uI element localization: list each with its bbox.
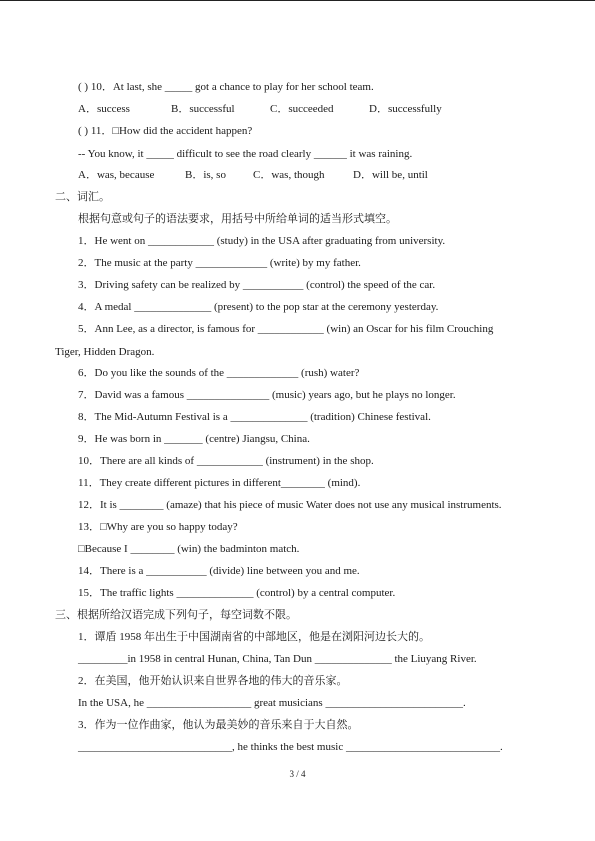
top-rule bbox=[0, 0, 595, 1]
q11-options bbox=[78, 168, 428, 182]
vocab-item-5: 5．Ann Lee, as a director, is famous for ____________ (win) an Oscar for his film Crouching bbox=[78, 323, 494, 335]
q11-option-b: B．is, so bbox=[185, 169, 226, 181]
q11-stem: ( ) 11．□How did the accident happen? bbox=[78, 125, 253, 137]
vocab-item-12: 12．It is ________ (amaze) that his piece of music Water does not use any musical instruments. bbox=[78, 499, 502, 511]
vocab-item-14: 14．There is a ___________ (divide) line between you and me. bbox=[78, 565, 360, 577]
q10-option-d: D．successfully bbox=[369, 103, 442, 115]
vocab-item-1: 1．He went on ____________ (study) in the USA after graduating from university. bbox=[78, 235, 446, 247]
vocab-item-5-continued: Tiger, Hidden Dragon. bbox=[55, 346, 155, 358]
vocab-item-13: 13．□Why are you so happy today? bbox=[78, 521, 238, 533]
q10-option-a: A．success bbox=[78, 103, 130, 115]
page-number: 3 / 4 bbox=[289, 769, 306, 779]
vocab-item-2: 2．The music at the party _____________ (write) by my father. bbox=[78, 257, 361, 269]
q10-option-c: C．succeeded bbox=[270, 103, 334, 115]
vocab-item-13-reply: □Because I ________ (win) the badminton match. bbox=[78, 543, 300, 555]
q11-option-a: A．was, because bbox=[78, 169, 155, 181]
vocab-item-8: 8．The Mid-Autumn Festival is a ______________ (tradition) Chinese festival. bbox=[78, 411, 431, 423]
vocab-item-3: 3．Driving safety can be realized by ___________ (control) the speed of the car. bbox=[78, 279, 436, 291]
q11-line2: -- You know, it _____ difficult to see the road clearly ______ it was raining. bbox=[78, 148, 413, 160]
q10-options bbox=[78, 102, 442, 116]
vocab-item-10: 10．There are all kinds of ____________ (instrument) in the shop. bbox=[78, 455, 374, 467]
section2-heading: 二、词汇。 bbox=[55, 191, 110, 203]
vocab-item-15: 15．The traffic lights ______________ (control) by a central computer. bbox=[78, 587, 396, 599]
q10-option-b: B．successful bbox=[171, 103, 235, 115]
translate-item-3-cn: 3．作为一位作曲家，他认为最美妙的音乐来自于大自然。 bbox=[78, 719, 359, 731]
q10-stem: ( ) 10．At last, she _____ got a chance to play for her school team. bbox=[78, 81, 374, 93]
section2-instruction: 根据句意或句子的语法要求，用括号中所给单词的适当形式填空。 bbox=[78, 213, 397, 225]
q11-option-d: D．will be, until bbox=[353, 169, 428, 181]
section3-heading: 三、根据所给汉语完成下列句子，每空词数不限。 bbox=[55, 609, 297, 621]
translate-item-2-en: In the USA, he ___________________ great musicians _________________________. bbox=[78, 697, 466, 709]
vocab-item-6: 6．Do you like the sounds of the _____________ (rush) water? bbox=[78, 367, 360, 379]
vocab-item-9: 9．He was born in _______ (centre) Jiangsu, China. bbox=[78, 433, 310, 445]
vocab-item-4: 4．A medal ______________ (present) to the pop star at the ceremony yesterday. bbox=[78, 301, 439, 313]
translate-item-3-en: ____________________________, he thinks the best music ____________________________. bbox=[78, 741, 503, 753]
translate-item-1-cn: 1．谭盾 1958 年出生于中国湖南省的中部地区，他是在浏阳河边长大的。 bbox=[78, 631, 430, 643]
translate-item-2-cn: 2．在美国，他开始认识来自世界各地的伟大的音乐家。 bbox=[78, 675, 348, 687]
translate-item-1-en: _________in 1958 in central Hunan, China, Tan Dun ______________ the Liuyang River. bbox=[78, 653, 477, 665]
vocab-item-11: 11．They create different pictures in different________ (mind). bbox=[78, 477, 361, 489]
q11-option-c: C．was, though bbox=[253, 169, 325, 181]
vocab-item-7: 7．David was a famous _______________ (music) years ago, but he plays no longer. bbox=[78, 389, 456, 401]
